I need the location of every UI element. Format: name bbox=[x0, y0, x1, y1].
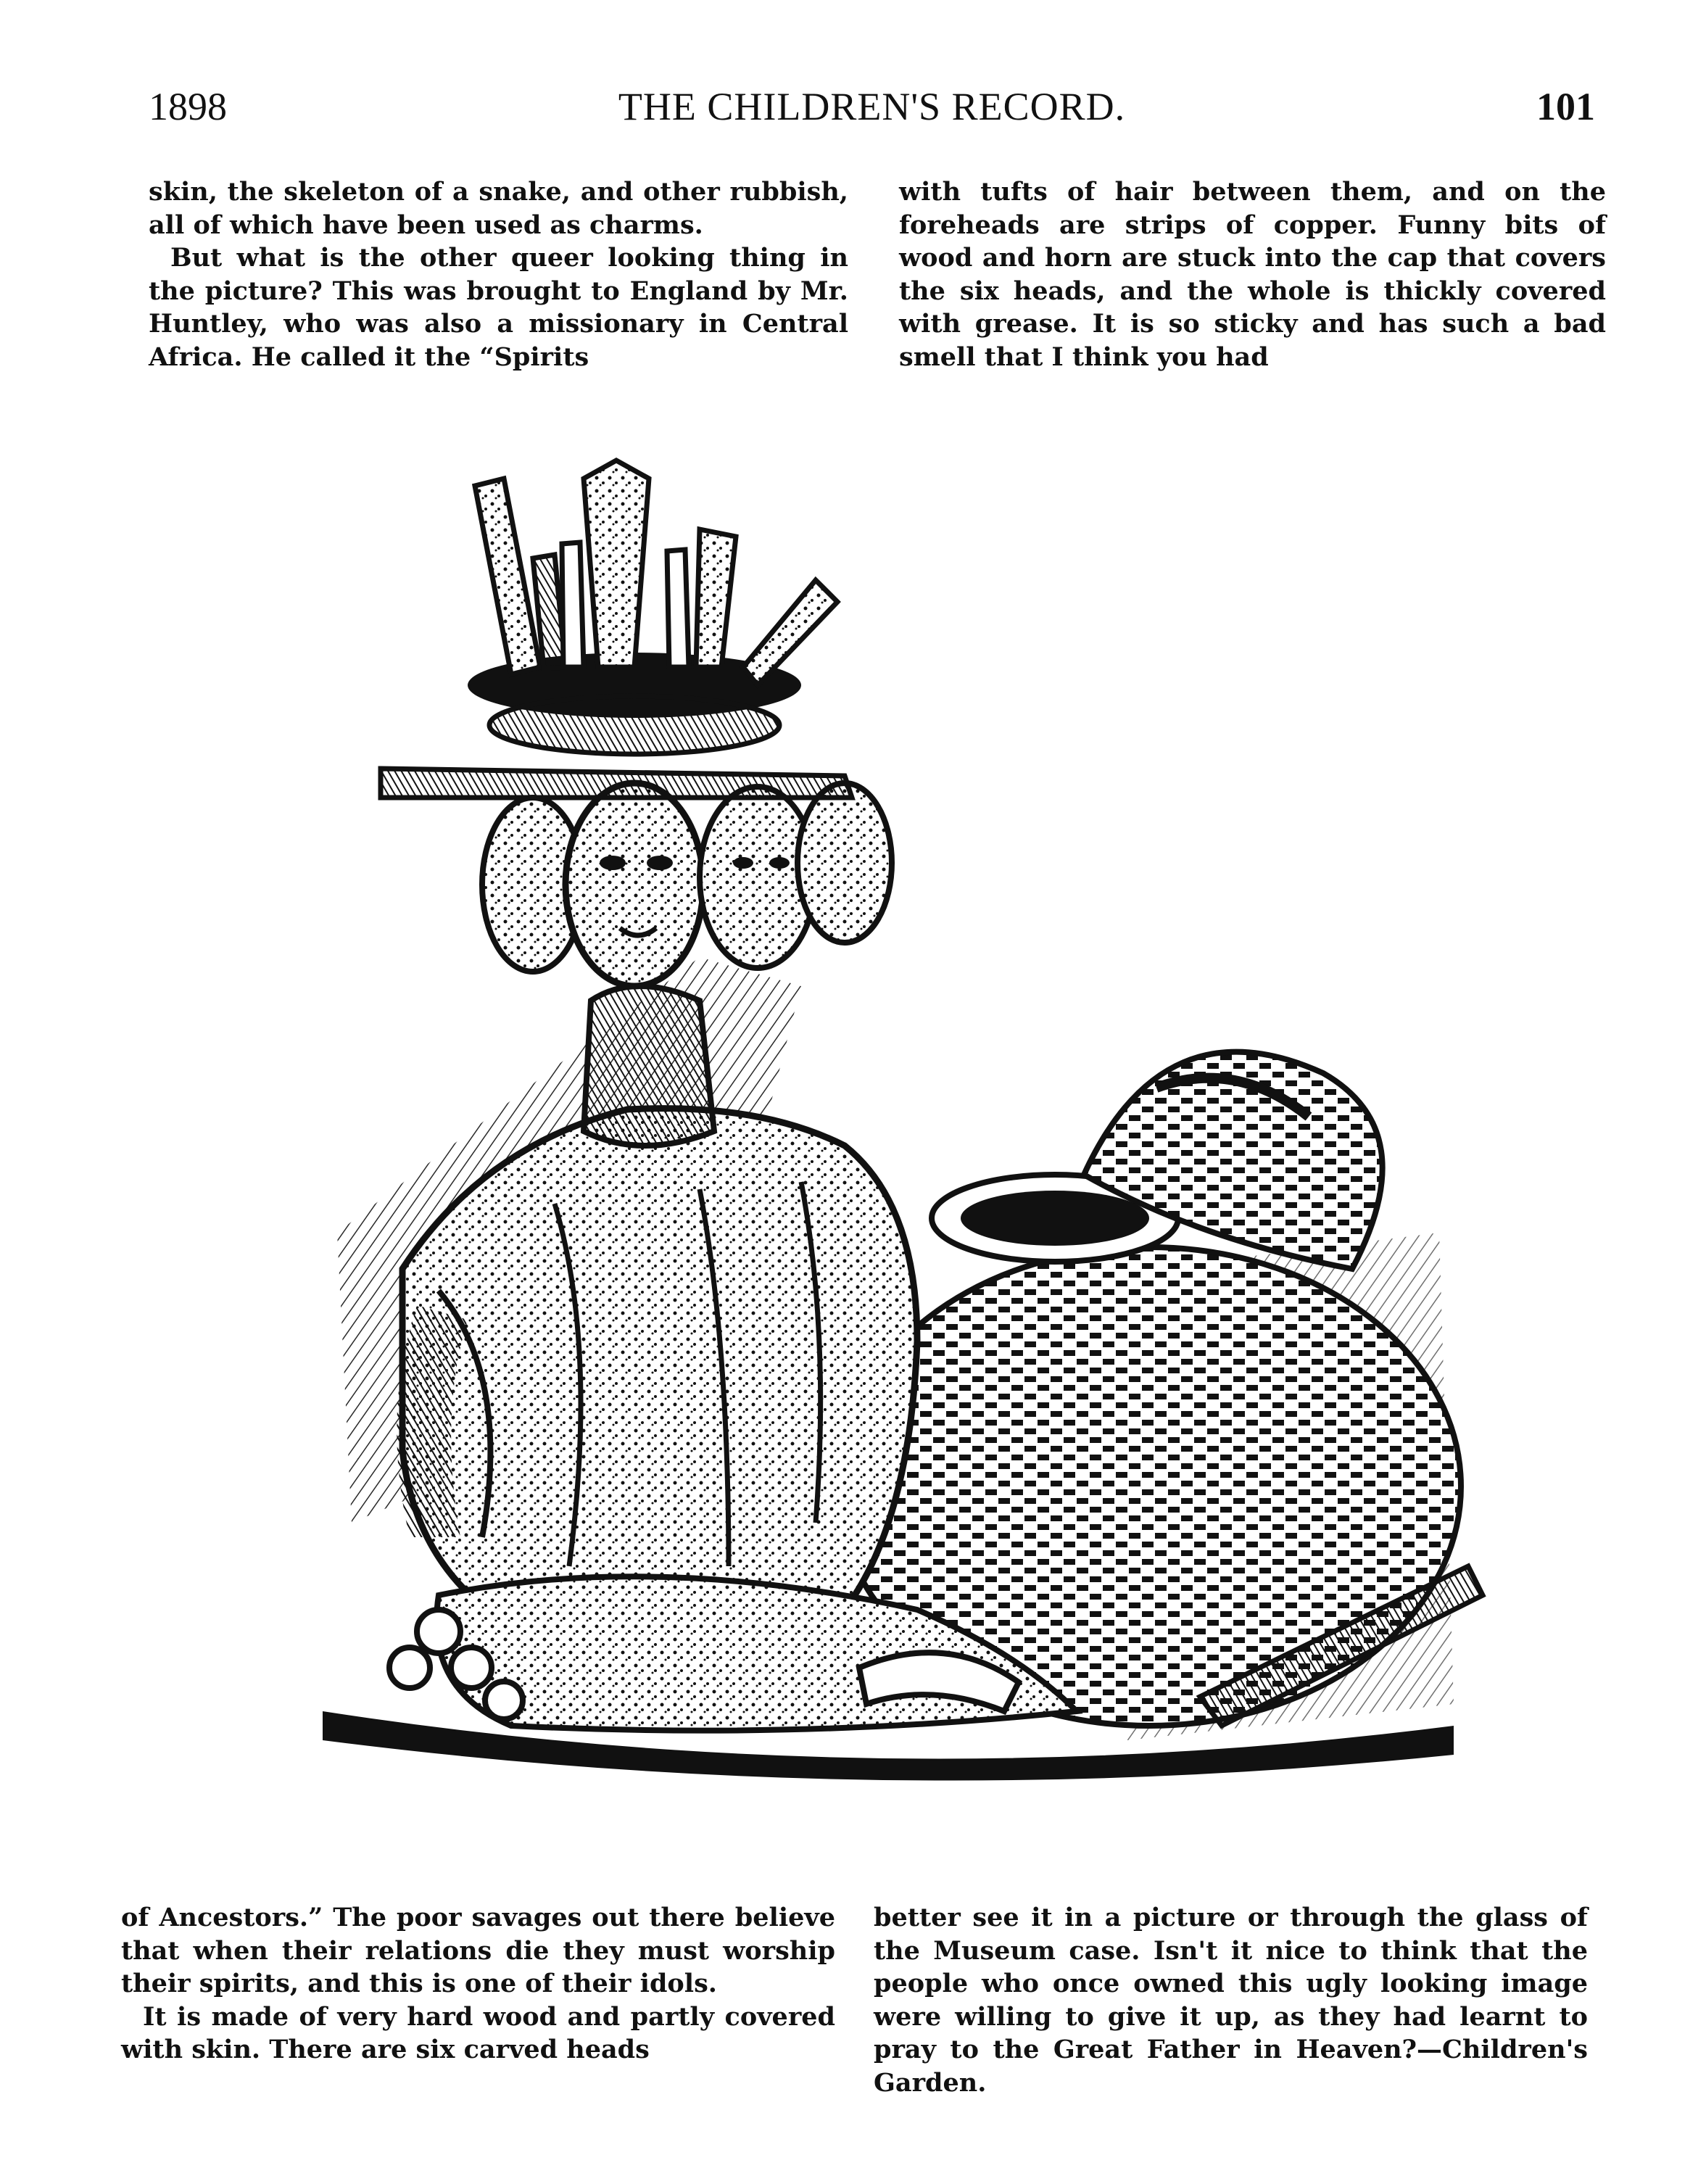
header-title: THE CHILDREN'S RECORD. bbox=[618, 85, 1126, 128]
header-page-number: 101 bbox=[1536, 85, 1595, 128]
article-column-bottom-right bbox=[874, 1901, 1588, 2099]
page-header bbox=[149, 81, 1595, 139]
paragraph: But what is the other queer looking thing in the picture? This was brought to England by Mr. Huntley, who was also a missionary in Central Africa. He called it the “Spirits bbox=[149, 243, 848, 372]
paragraph: It is made of very hard wood and partly covered with skin. There are six carved heads bbox=[121, 2001, 835, 2064]
idol-illustration bbox=[294, 435, 1490, 1813]
idol-heads bbox=[482, 783, 892, 986]
article-column-top-right bbox=[899, 175, 1606, 373]
paragraph: skin, the skeleton of a snake, and other rubbish, all of which have been used as charms. bbox=[149, 177, 848, 240]
header-year: 1898 bbox=[149, 85, 227, 128]
paragraph: better see it in a picture or through the glass of the Museum case. Isn't it nice to think that the people who once owned this ugly looking image were willing to give it up, as they had learnt to pray to the Great Father in Heaven?—Children's Garden. bbox=[874, 1903, 1588, 2098]
idol-horns bbox=[475, 460, 837, 685]
idol-neck bbox=[584, 986, 714, 1146]
idol-body bbox=[397, 1109, 917, 1649]
article-column-top-left bbox=[149, 175, 848, 373]
article-column-bottom-left bbox=[121, 1901, 835, 2067]
paragraph: of Ancestors.” The poor savages out there believe that when their relations die they must worship their spirits, and this is one of their idols. bbox=[121, 1903, 835, 1998]
horn-crossbar bbox=[381, 769, 852, 798]
paragraph: with tufts of hair between them, and on the foreheads are strips of copper. Funny bits of wood and horn are stuck into the cap that covers the six heads, and the whole is thickly covered with grease. It is so sticky and has such a bad smell that I think you had bbox=[899, 177, 1606, 372]
